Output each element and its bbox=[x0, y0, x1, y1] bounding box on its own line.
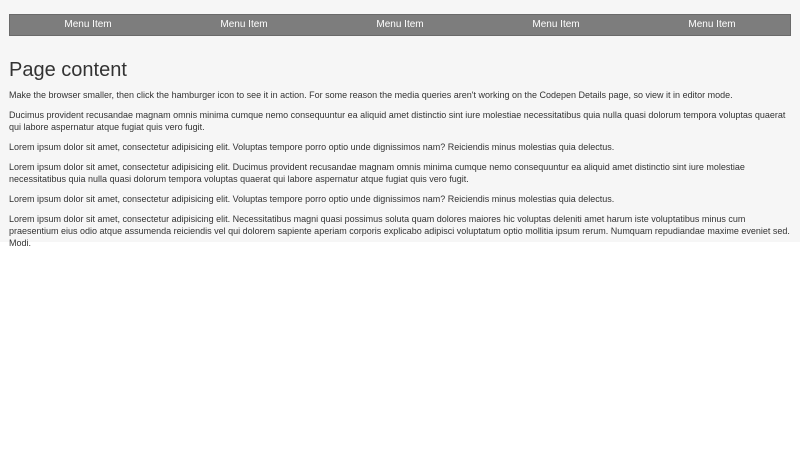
nav-menu-item-2[interactable]: Menu Item bbox=[220, 19, 268, 30]
paragraph-6: Lorem ipsum dolor sit amet, consectetur adipisicing elit. Necessitatibus magni quasi possimus soluta quam dolores maiores hic voluptas deleniti amet harum iste voluptatibus minus cum praesentium eius odio atque assumenda reiciendis vel qui dolorem sapiente aperiam corporis explicabo adipisci voluptatum optio mollitia ipsum rerum. Numquam repudiandae maxime eveniet sed. Modi. bbox=[9, 214, 790, 248]
main-content bbox=[9, 58, 791, 249]
nav-menu-item-5[interactable]: Menu Item bbox=[688, 19, 736, 30]
top-nav bbox=[9, 14, 791, 36]
paragraph-4: Lorem ipsum dolor sit amet, consectetur adipisicing elit. Ducimus provident recusandae magnam omnis minima cumque nemo consequuntur ea aliquid amet distinctio sint iure molestiae necessitatibus quia nulla quasi dolorum tempora voluptas quaerat qui labore aspernatur atque fugiat quis vero fugit. bbox=[9, 162, 745, 184]
page-title: Page content bbox=[9, 59, 127, 81]
nav-menu-item-3[interactable]: Menu Item bbox=[376, 19, 424, 30]
nav-menu-item-1[interactable]: Menu Item bbox=[64, 19, 112, 30]
paragraph-1: Make the browser smaller, then click the hamburger icon to see it in action. For some reason the media queries aren't working on the Codepen Details page, so view it in editor mode. bbox=[9, 90, 733, 100]
paragraph-5: Lorem ipsum dolor sit amet, consectetur adipisicing elit. Voluptas tempore porro optio unde dignissimos nam? Reiciendis minus molestias quia delectus. bbox=[9, 194, 615, 204]
nav-menu-item-4[interactable]: Menu Item bbox=[532, 19, 580, 30]
paragraph-3: Lorem ipsum dolor sit amet, consectetur adipisicing elit. Voluptas tempore porro optio unde dignissimos nam? Reiciendis minus molestias quia delectus. bbox=[9, 142, 615, 152]
paragraph-2: Ducimus provident recusandae magnam omnis minima cumque nemo consequuntur ea aliquid amet distinctio sint iure molestiae necessitatibus quia nulla quasi dolorum tempora voluptas quaerat qui labore aspernatur atque fugiat quis vero fugit. bbox=[9, 110, 786, 132]
